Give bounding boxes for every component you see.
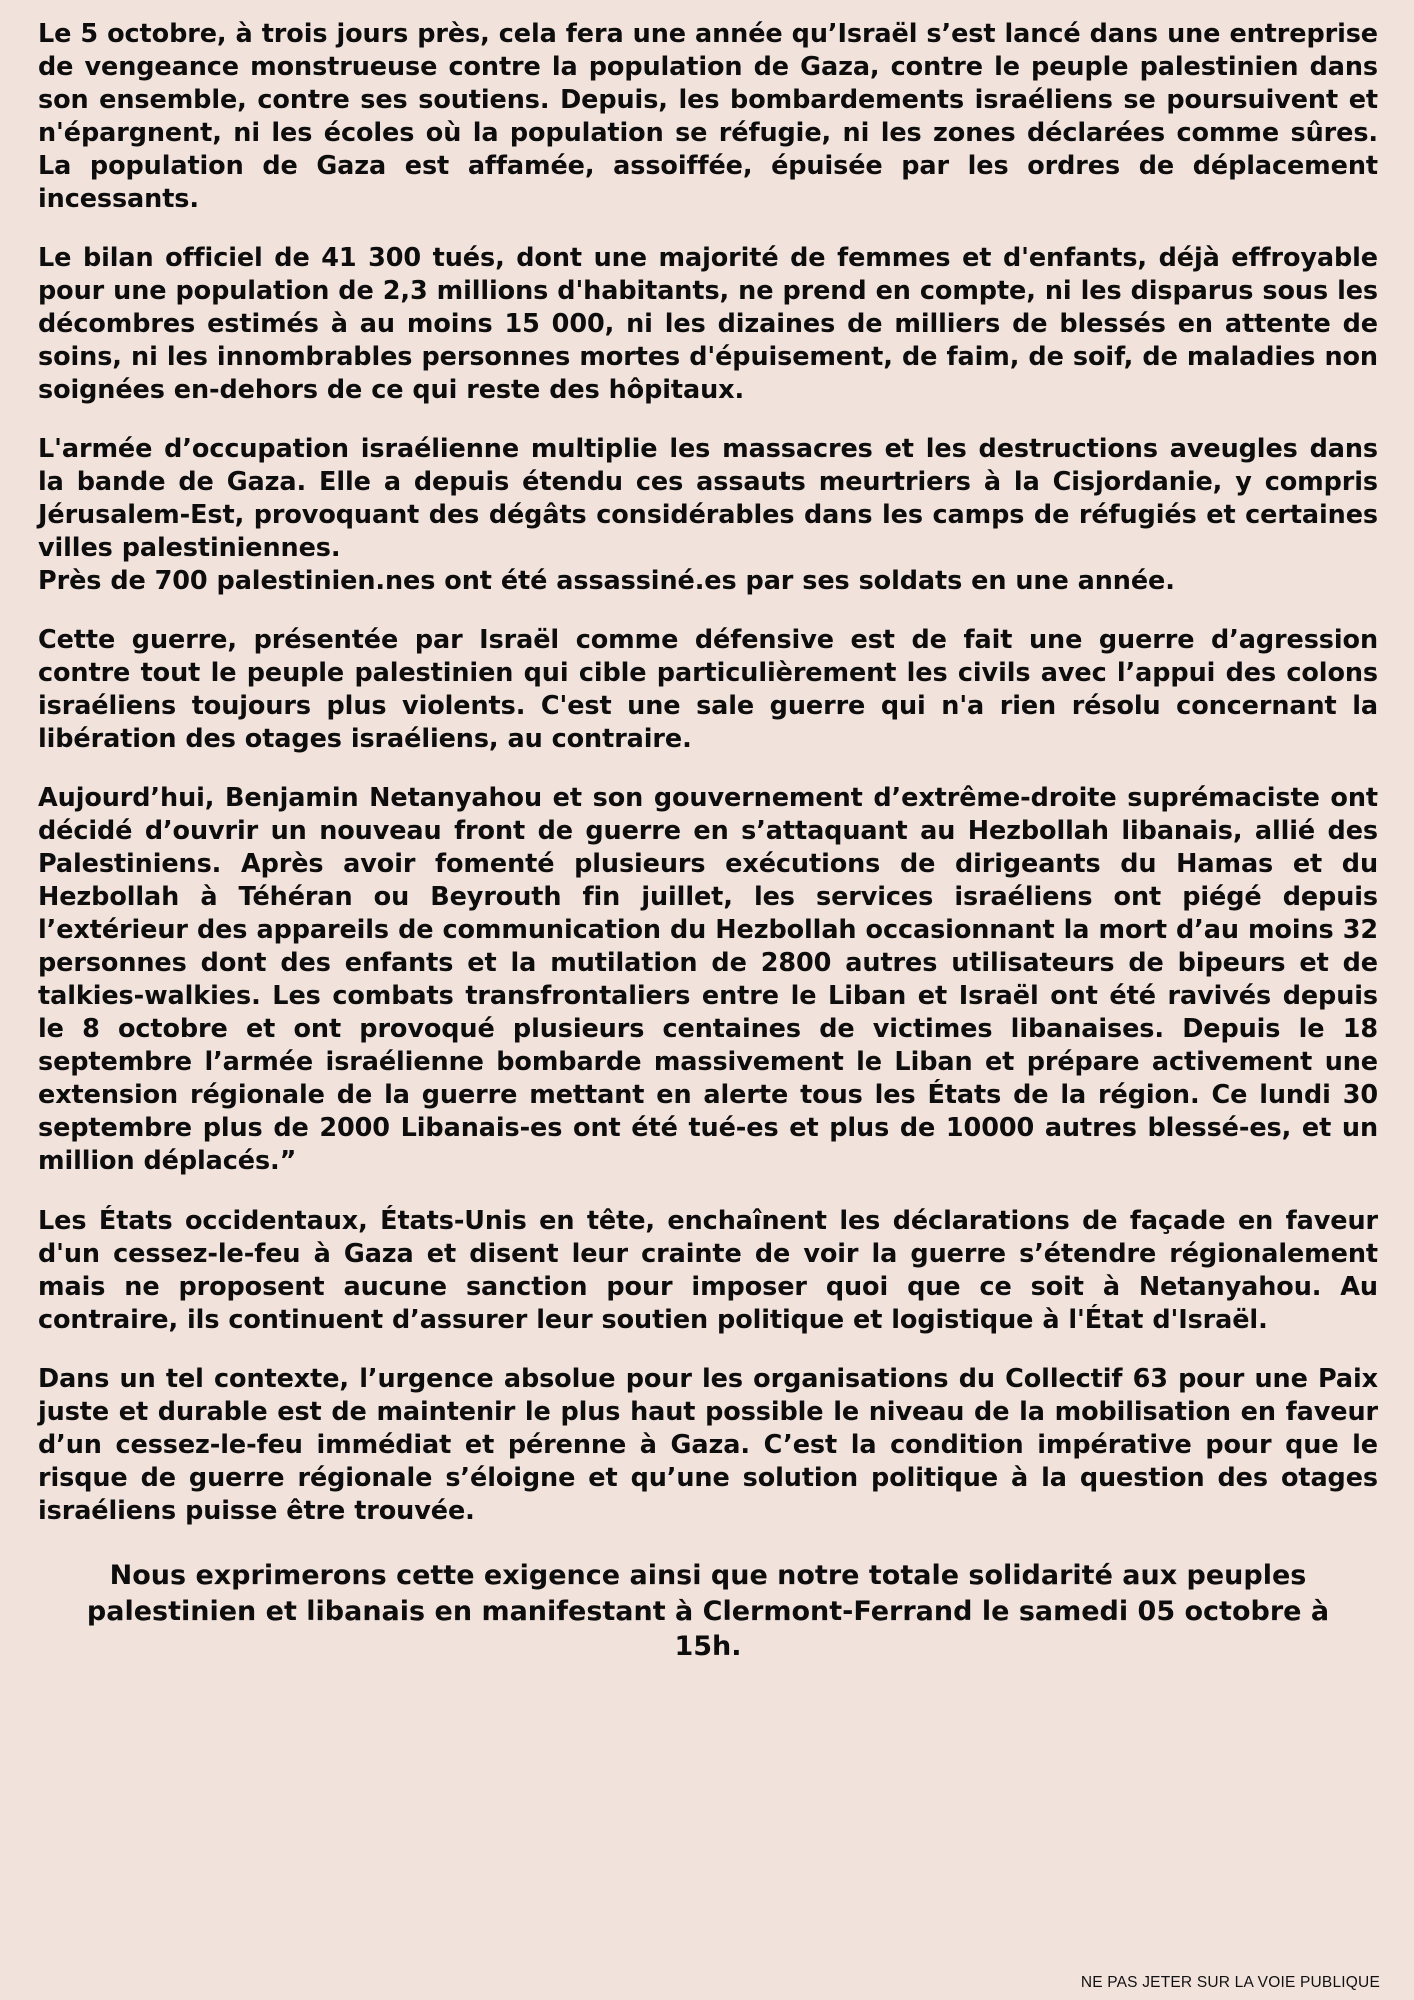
paragraph-8: Dans un tel contexte, l’urgence absolue pour les organisations du Collectif 63 pour une Paix juste et durable est de maintenir le plus haut possible le niveau de la mobilisation en faveur d’un cessez-le-feu immédiat et pérenne à Gaza. C’est la condition impérative pour que le risque de guerre régionale s’éloigne et qu’une solution politique à la question des otages israéliens puisse être trouvée. xyxy=(38,1363,1378,1526)
paragraph-1: Le 5 octobre, à trois jours près, cela fera une année qu’Israël s’est lancé dans une entreprise de vengeance monstrueuse contre la population de Gaza, contre le peuple palestinien dans son ensemble, contre ses soutiens. Depuis, les bombardements israéliens se poursuivent et n'épargnent, ni les écoles où la population se réfugie, ni les zones déclarées comme sûres. La population de Gaza est affamée, assoiffée, épuisée par les ordres de déplacement incessants. xyxy=(38,19,1378,215)
legal-footnote: NE PAS JETER SUR LA VOIE PUBLIQUE xyxy=(1080,1974,1380,1991)
paragraph-6: Aujourd’hui, Benjamin Netanyahou et son gouvernement d’extrême-droite suprémaciste ont décidé d’ouvrir un nouveau front de guerre en s’attaquant au Hezbollah libanais, allié des Palestiniens. Après avoir fomenté plusieurs exécutions de dirigeants du Hamas et du Hezbollah à Téhéran ou Beyrouth fin juillet, les services israéliens ont piégé depuis l’extérieur des appareils de communication du Hezbollah occasionnant la mort d’au moins 32 personnes dont des enfants et la mutilation de 2800 autres utilisateurs de bipeurs et de talkies-walkies. Les combats transfrontaliers entre le Liban et Israël ont été ravivés depuis le 8 octobre et ont provoqué plusieurs centaines de victimes libanaises. Depuis le 18 septembre l’armée israélienne bombarde massivement le Liban et prépare activement une extension régionale de la guerre mettant en alerte tous les États de la région. Ce lundi 30 septembre plus de 2000 Libanais-es ont été tué-es et plus de 10000 autres blessé-es, et un million déplacés.” xyxy=(38,783,1378,1177)
paragraph-7: Les États occidentaux, États-Unis en tête, enchaînent les déclarations de façade en faveur d'un cessez-le-feu à Gaza et disent leur crainte de voir la guerre s’étendre régionalement mais ne proposent aucune sanction pour imposer quoi que ce soit à Netanyahou. Au contraire, ils continuent d’assurer leur soutien politique et logistique à l'État d'Israël. xyxy=(38,1205,1378,1335)
paragraph-5: Cette guerre, présentée par Israël comme défensive est de fait une guerre d’agression contre tout le peuple palestinien qui cible particulièrement les civils avec l’appui des colons israéliens toujours plus violents. C'est une sale guerre qui n'a rien résolu concernant la libération des otages israéliens, au contraire. xyxy=(38,625,1378,755)
paragraph-3: L'armée d’occupation israélienne multiplie les massacres et les destructions aveugles dans la bande de Gaza. Elle a depuis étendu ces assauts meurtriers à la Cisjordanie, y compris Jérusalem-Est, provoquant des dégâts considérables dans les camps de réfugiés et certaines villes palestiniennes. xyxy=(38,434,1378,564)
call-to-action: Nous exprimerons cette exigence ainsi que notre totale solidarité aux peuples palestinien et libanais en manifestant à Clermont-Ferrand le samedi 05 octobre à 15h. xyxy=(86,1559,1330,1663)
paragraph-2: Le bilan officiel de 41 300 tués, dont une majorité de femmes et d'enfants, déjà effroyable pour une population de 2,3 millions d'habitants, ne prend en compte, ni les disparus sous les décombres estimés à au moins 15 000, ni les dizaines de milliers de blessés en attente de soins, ni les innombrables personnes mortes d'épuisement, de faim, de soif, de maladies non soignées en-dehors de ce qui reste des hôpitaux. xyxy=(38,243,1378,406)
paragraph-4: Près de 700 palestinien.nes ont été assassiné.es par ses soldats en une année. xyxy=(38,566,1175,597)
